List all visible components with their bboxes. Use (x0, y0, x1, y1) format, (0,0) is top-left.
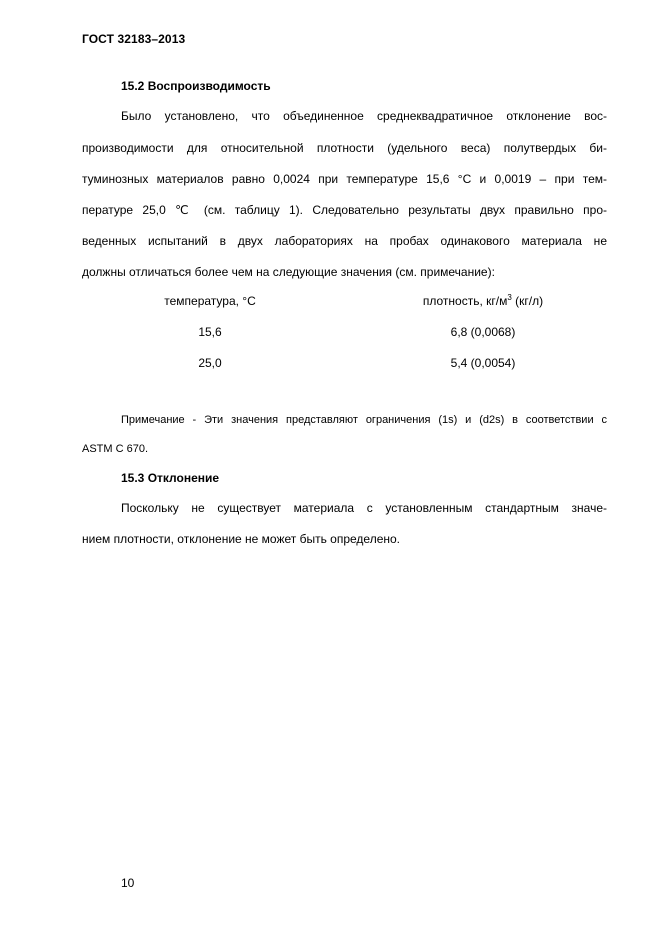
paragraph-line: веденных испытаний в двух лабораториях на пробах одинакового материала не (82, 234, 607, 248)
table-cell-density: 6,8 (0,0068) (450, 325, 516, 339)
table-cell-temperature: 15,6 (198, 325, 222, 339)
table-header-density (393, 294, 573, 308)
page-number: 10 (121, 876, 135, 890)
paragraph-line: Было установлено, что объединенное среднеквадратичное отклонение вос- (121, 109, 607, 123)
density-header-unit: (кг/л) (511, 294, 544, 308)
note-line: ASTM C 670. (82, 443, 149, 455)
section-15-3-title: 15.3 Отклонение (121, 471, 220, 485)
page-header: ГОСТ 32183–2013 (82, 32, 186, 46)
note-line: Примечание - Эти значения представляют ограничения (1s) и (d2s) в соответствии с (121, 414, 607, 426)
paragraph-line: нием плотности, отклонение не может быть определено. (82, 532, 401, 546)
paragraph-line: должны отличаться более чем на следующие значения (см. примечание): (82, 265, 495, 279)
section-15-2-title: 15.2 Воспроизводимость (121, 79, 271, 93)
density-unit-superscript: 3 (507, 293, 512, 302)
table-cell-density: 5,4 (0,0054) (450, 356, 516, 370)
table-header-temperature: температура, °С (164, 294, 256, 308)
paragraph-line: Поскольку не существует материала с установленным стандартным значе- (121, 501, 607, 515)
table-cell-temperature: 25,0 (198, 356, 222, 370)
density-header-text: плотность, кг/м (422, 294, 508, 308)
paragraph-line: производимости для относительной плотности (удельного веса) полутвердых би- (82, 141, 607, 155)
paragraph-line: пературе 25,0 ℃ (см. таблицу 1). Следовательно результаты двух правильно про- (82, 203, 607, 217)
paragraph-line: туминозных материалов равно 0,0024 при температуре 15,6 °С и 0,0019 – при тем- (82, 172, 607, 186)
